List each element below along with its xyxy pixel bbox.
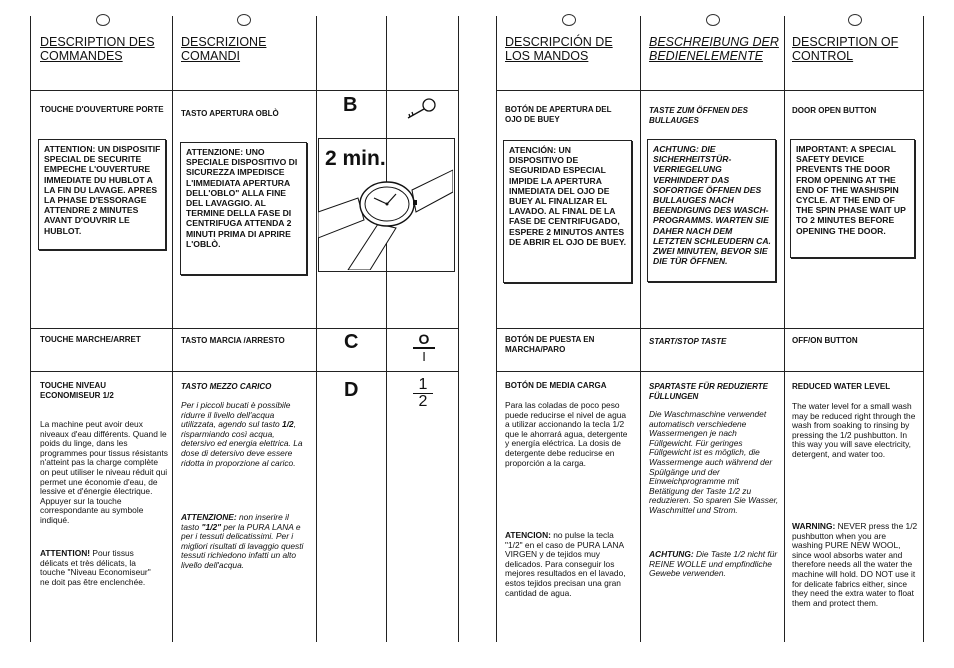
half-load-warning-it <box>181 513 309 571</box>
column-header-it: DESCRIZIONE COMANDI <box>181 35 267 63</box>
column-rule <box>30 16 31 642</box>
column-rule <box>172 16 173 642</box>
door-warning-box-it: ATTENZIONE: UNO SPECIALE DISPOSITIVO DI SICUREZZA IMPEDISCE L'IMMEDIATA APERTURA DELL'OBLO" ALLA FINE DEL LAVAGGIO. AL TERMINE DELLA FASE DI CENTRIFUGA ATTENDA 2 MINUTI PRIMA DI APRIRE L'OBLÒ. <box>180 142 307 275</box>
warning-text: Pour tissus délicats et très délicats, la touche "Niveau Economiseur" ne doit pas être enclenchée. <box>40 548 151 587</box>
warning-label: ATENCION: <box>505 530 551 540</box>
column-header-en: DESCRIPTION OF CONTROL <box>792 35 899 63</box>
column-rule <box>923 16 924 642</box>
door-warning-box-de: ACHTUNG: DIE SICHERHEITSTÜR-VERRIEGELUNG VERHINDERT DAS SOFORTIGE ÖFFNEN DES BULLAUGES NACH BEENDIGUNG DES WASCH-PROGRAMMS. WARTEN SIE DAHER NACH DEM LETZTEN SCHLEUDERN CA. ZWEI MINUTEN, BEVOR SIE DIE TÜR ÖFFNEN. <box>647 139 776 282</box>
door-button-title-it: TASTO APERTURA OBLÒ <box>181 109 279 118</box>
onoff-button-title-it: TASTO MARCIA /ARRESTO <box>181 336 285 345</box>
half-load-warning-es <box>505 531 633 598</box>
key-icon <box>404 96 440 122</box>
key-label: 1/2 <box>282 419 294 430</box>
door-warning-box-es: ATENCIÓN: UN DISPOSITIVO DE SEGURIDAD ESPECIAL IMPIDE LA APERTURA INMEDIATA DEL OJO DE BUEY AL FINALIZAR EL LAVADO. AL FINAL DE LA FASE DE CENTRIFUGADO, ESPERE 2 MINUTOS ANTES DE ABRIR EL OJO DE BUEY. <box>503 140 632 283</box>
section-rule <box>30 371 458 372</box>
half-load-text-de: Die Waschmaschine verwendet automatisch verschiedene Wassermengen je nach Füllgewicht. Für geringes Füllgewicht ist es möglich, die Wassermenge auch während der Spülgänge und der Einweichprogramme mit Betätigung der Taste 1/2 zu reduzieren. So sparen Sie Wasser, Waschmittel und Strom. <box>649 409 779 515</box>
key-label: "1/2" <box>201 521 222 532</box>
half-load-warning-en <box>792 522 918 608</box>
half-symbol <box>413 377 433 410</box>
column-rule <box>496 16 497 642</box>
warning-label: ACHTUNG: <box>649 549 694 559</box>
door-button-title-de: TASTE ZUM ÖFFNEN DES BULLAUGES <box>649 106 748 125</box>
warning-label: ATTENZIONE: <box>181 512 237 522</box>
column-header-de: BESCHREIBUNG DER BEDIENELEMENTE <box>649 35 779 63</box>
half-load-warning-de <box>649 550 779 579</box>
half-symbol-numerator: 1 <box>418 376 428 393</box>
section-rule <box>496 371 923 372</box>
section-rule <box>30 90 458 91</box>
half-load-title-en: REDUCED WATER LEVEL <box>792 382 891 391</box>
half-load-title-es: BOTÓN DE MEDIA CARGA <box>505 381 607 390</box>
warning-text: non inserire il tasto <box>181 512 289 532</box>
column-rule <box>784 16 785 642</box>
body-text: , risparmiando così acqua, detersivo ed energia elettrica. La dose di detersivo deve essere ridotta in proporzione al carico. <box>181 419 303 468</box>
timer-text: 2 min. <box>325 147 386 170</box>
warning-label: WARNING: <box>792 521 836 531</box>
column-rule <box>640 16 641 642</box>
half-load-letter: D <box>344 379 359 401</box>
warning-text: per la PURA LANA e per i tessuti delicatissimi. Per i migliori risultati di lavaggio questi tessuti richiedono infatti un alto livello dell'acqua. <box>181 521 304 570</box>
onoff-button-title-fr: TOUCHE MARCHE/ARRET <box>40 335 141 344</box>
half-load-title-de: SPARTASTE FÜR REDUZIERTE FÜLLUNGEN <box>649 382 768 401</box>
half-load-text-en: The water level for a small wash may be reduced right through the wash from soaking to rinsing by pressing the 1/2 pushbutton. In this way you will save electricity, detergent, and water too. <box>792 401 916 459</box>
onoff-symbol-bottom: I <box>422 349 426 364</box>
half-load-text-it <box>181 401 309 468</box>
onoff-button-title-de: START/STOP TASTE <box>649 337 727 346</box>
half-symbol-denominator: 2 <box>418 393 428 410</box>
warning-text: NEVER press the 1/2 pushbutton when you are washing PURE NEW WOOL, since wool absorbs water and therefore needs all the water the machine will hold. DO NOT use it for delicate fabrics either, since they need the extra water to float them and protect them. <box>792 521 918 608</box>
section-rule <box>496 90 923 91</box>
door-button-title-fr: TOUCHE D'OUVERTURE PORTE <box>40 105 164 114</box>
half-load-title-it: TASTO MEZZO CARICO <box>181 382 272 391</box>
half-load-title-fr: TOUCHE NIVEAU ECONOMISEUR 1/2 <box>40 381 114 400</box>
door-button-title-es: BOTÓN DE APERTURA DEL OJO DE BUEY <box>505 105 612 124</box>
binder-hole <box>848 14 862 26</box>
column-rule <box>316 16 317 642</box>
half-load-text-fr: La machine peut avoir deux niveaux d'eau différents. Quand le poids du linge, dans les programmes pour tissus résistants n'atteint pas la charge complète on peut utiliser le niveau réduit qui permet une économie d'eau, de lessive et d'énergie électrique. Appuyer sur la touche correspondante au symbole indiqué. <box>40 419 168 525</box>
binder-hole <box>96 14 110 26</box>
warning-text: Die Taste 1/2 nicht für REINE WOLLE und empfindliche Gewebe verwenden. <box>649 549 778 579</box>
binder-hole <box>706 14 720 26</box>
onoff-button-title-en: OFF/ON BUTTON <box>792 336 858 345</box>
door-warning-box-fr: ATTENTION: UN DISPOSITIF SPECIAL DE SECURITE EMPECHE L'OUVERTURE IMMEDIATE DU HUBLOT A LA FIN DU LAVAGE. APRES LA PHASE D'ESSORAGE ATTENDRE 2 MINUTES AVANT D'OUVRIR LE HUBLOT. <box>38 139 166 250</box>
binder-hole <box>237 14 251 26</box>
door-button-title-en: DOOR OPEN BUTTON <box>792 106 877 115</box>
onoff-symbol-top: O <box>418 331 430 347</box>
section-rule <box>30 328 458 329</box>
binder-hole <box>562 14 576 26</box>
column-header-es: DESCRIPCIÓN DE LOS MANDOS <box>505 35 613 63</box>
column-rule <box>386 16 387 642</box>
half-load-warning-fr <box>40 549 158 587</box>
warning-label: ATTENTION! <box>40 548 91 558</box>
onoff-symbol <box>413 332 435 364</box>
section-rule <box>496 328 923 329</box>
warning-text: no pulse la tecla "1/2" en el caso de PURA LANA VIRGEN y de tejidos muy delicados. Para conseguir los mejores resultados en el lavado, estos tejidos precisan una gran cantidad de agua. <box>505 530 626 598</box>
onoff-button-title-es: BOTÓN DE PUESTA EN MARCHA/PARO <box>505 335 595 354</box>
door-button-letter: B <box>343 94 358 116</box>
column-header-fr: DESCRIPTION DES COMMANDES <box>40 35 155 63</box>
body-text: Per i piccoli bucati è possibile ridurre il livello dell'acqua utilizzata, agendo sul tasto <box>181 400 291 430</box>
wristwatch-icon <box>318 160 453 270</box>
half-load-text-es: Para las coladas de poco peso puede reducirse el nivel de agua a utilizar accionando la tecla 1/2 que le ahorrará agua, detergente y energía eléctrica. La dosis de detergente debe reducirse en proporción a la carga. <box>505 400 628 468</box>
onoff-button-letter: C <box>344 331 359 353</box>
door-warning-box-en: IMPORTANT: A SPECIAL SAFETY DEVICE PREVENTS THE DOOR FROM OPENING AT THE END OF THE WASH/SPIN CYCLE. AT THE END OF THE SPIN PHASE WAIT UP TO 2 MINUTES BEFORE OPENING THE DOOR. <box>790 139 915 258</box>
column-rule <box>458 16 459 642</box>
